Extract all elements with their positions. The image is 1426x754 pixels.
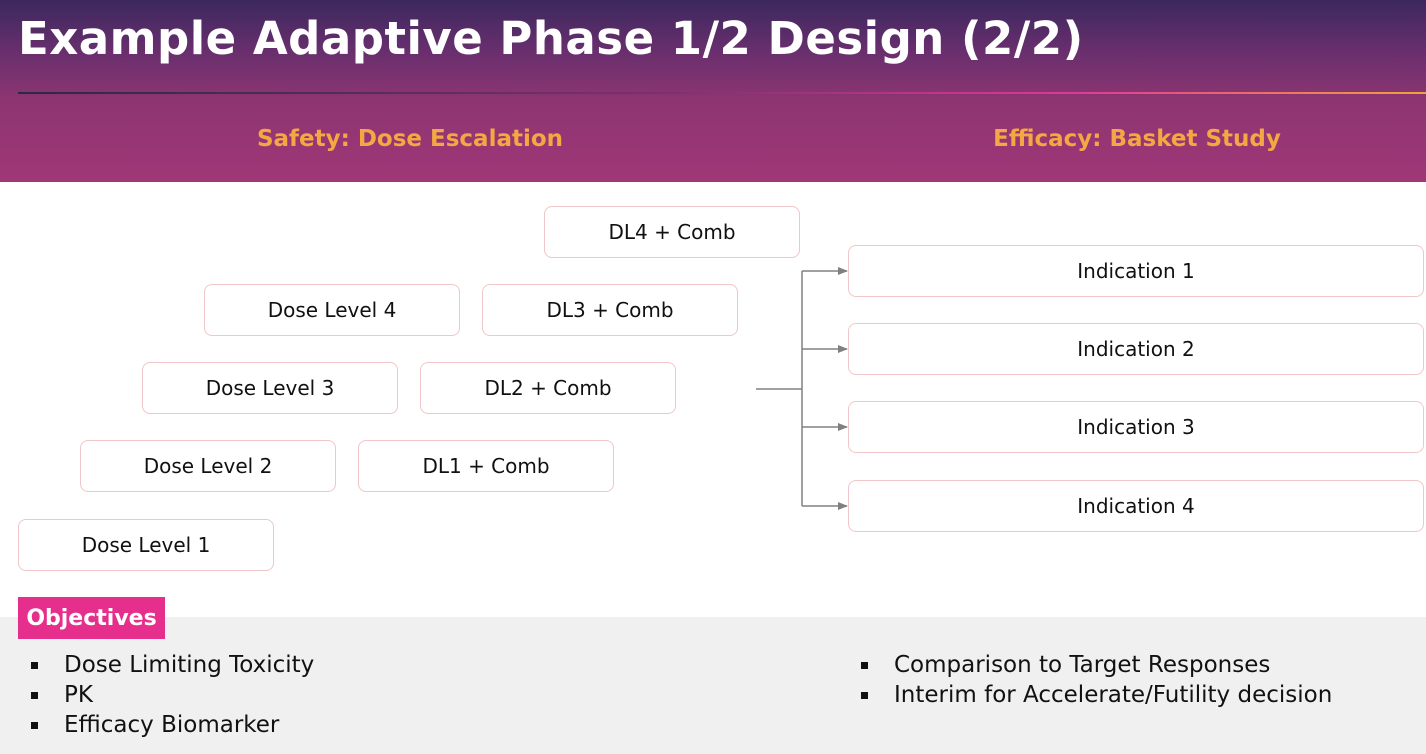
efficacy-heading: Efficacy: Basket Study	[993, 126, 1281, 152]
bullet-icon	[861, 662, 868, 669]
indication-3: Indication 3	[848, 401, 1424, 453]
objective-item	[18, 680, 314, 710]
safety-heading: Safety: Dose Escalation	[256, 126, 564, 152]
objective-text: PK	[64, 682, 93, 708]
objective-item	[848, 650, 1332, 680]
dl1-comb: DL1 + Comb	[358, 440, 614, 492]
page-title: Example Adaptive Phase 1/2 Design (2/2)	[18, 12, 1084, 65]
bullet-icon	[31, 692, 38, 699]
objective-text: Efficacy Biomarker	[64, 712, 280, 738]
bullet-icon	[861, 692, 868, 699]
indication-4: Indication 4	[848, 480, 1424, 532]
objective-item	[18, 650, 314, 680]
objective-text: Dose Limiting Toxicity	[64, 652, 315, 678]
objectives-left-list	[18, 650, 314, 740]
indication-1: Indication 1	[848, 245, 1424, 297]
objective-item	[18, 710, 314, 740]
dose-level-3: Dose Level 3	[142, 362, 398, 414]
bullet-icon	[31, 662, 38, 669]
dl2-comb: DL2 + Comb	[420, 362, 676, 414]
dose-level-1: Dose Level 1	[18, 519, 274, 571]
objective-text: Comparison to Target Responses	[894, 652, 1271, 678]
indication-2: Indication 2	[848, 323, 1424, 375]
dl3-comb: DL3 + Comb	[482, 284, 738, 336]
bullet-icon	[31, 722, 38, 729]
objective-item	[848, 680, 1332, 710]
dose-level-2: Dose Level 2	[80, 440, 336, 492]
dose-level-4: Dose Level 4	[204, 284, 460, 336]
objectives-label: Objectives	[18, 597, 165, 639]
dl4-comb: DL4 + Comb	[544, 206, 800, 258]
objective-text: Interim for Accelerate/Futility decision	[894, 682, 1333, 708]
objectives-right-list	[848, 650, 1332, 710]
